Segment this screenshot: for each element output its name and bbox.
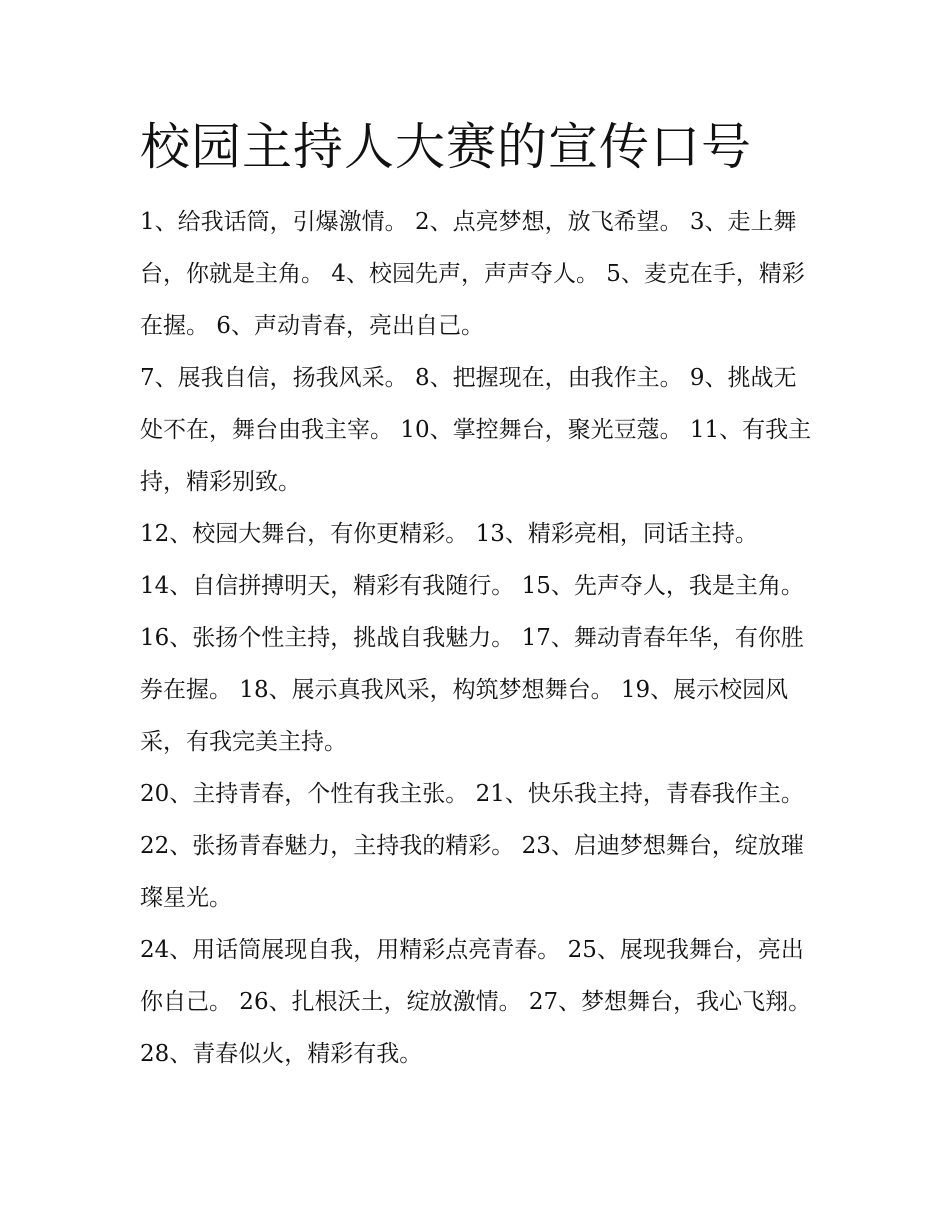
document-body <box>140 196 812 1080</box>
paragraph: 24、用话筒展现自我，用精彩点亮青春。 25、展现我舞台，亮出你自己。 26、扎根沃土，绽放激情。 27、梦想舞台，我心飞翔。 28、青春似火，精彩有我。 <box>140 937 812 1067</box>
paragraph: 12、校园大舞台，有你更精彩。 13、精彩亮相，同话主持。 <box>140 521 758 547</box>
paragraph: 14、自信拼搏明天，精彩有我随行。 15、先声夺人，我是主角。 <box>140 573 804 599</box>
paragraph: 7、展我自信，扬我风采。 8、把握现在，由我作主。 9、挑战无处不在，舞台由我主宰。 10、掌控舞台，聚光豆蔻。 11、有我主持，精彩别致。 <box>140 365 812 495</box>
page-title: 校园主持人大赛的宣传口号 <box>140 118 752 176</box>
paragraph: 20、主持青春，个性有我主张。 21、快乐我主持，青春我作主。 22、张扬青春魅力，主持我的精彩。 23、启迪梦想舞台，绽放璀璨星光。 <box>140 781 804 911</box>
paragraph: 1、给我话筒，引爆激情。 2、点亮梦想，放飞希望。 3、走上舞台，你就是主角。 4、校园先声，声声夺人。 5、麦克在手，精彩在握。 6、声动青春，亮出自己。 <box>140 209 805 339</box>
paragraph: 16、张扬个性主持，挑战自我魅力。 17、舞动青春年华，有你胜券在握。 18、展示真我风采，构筑梦想舞台。 19、展示校园风采，有我完美主持。 <box>140 625 804 755</box>
